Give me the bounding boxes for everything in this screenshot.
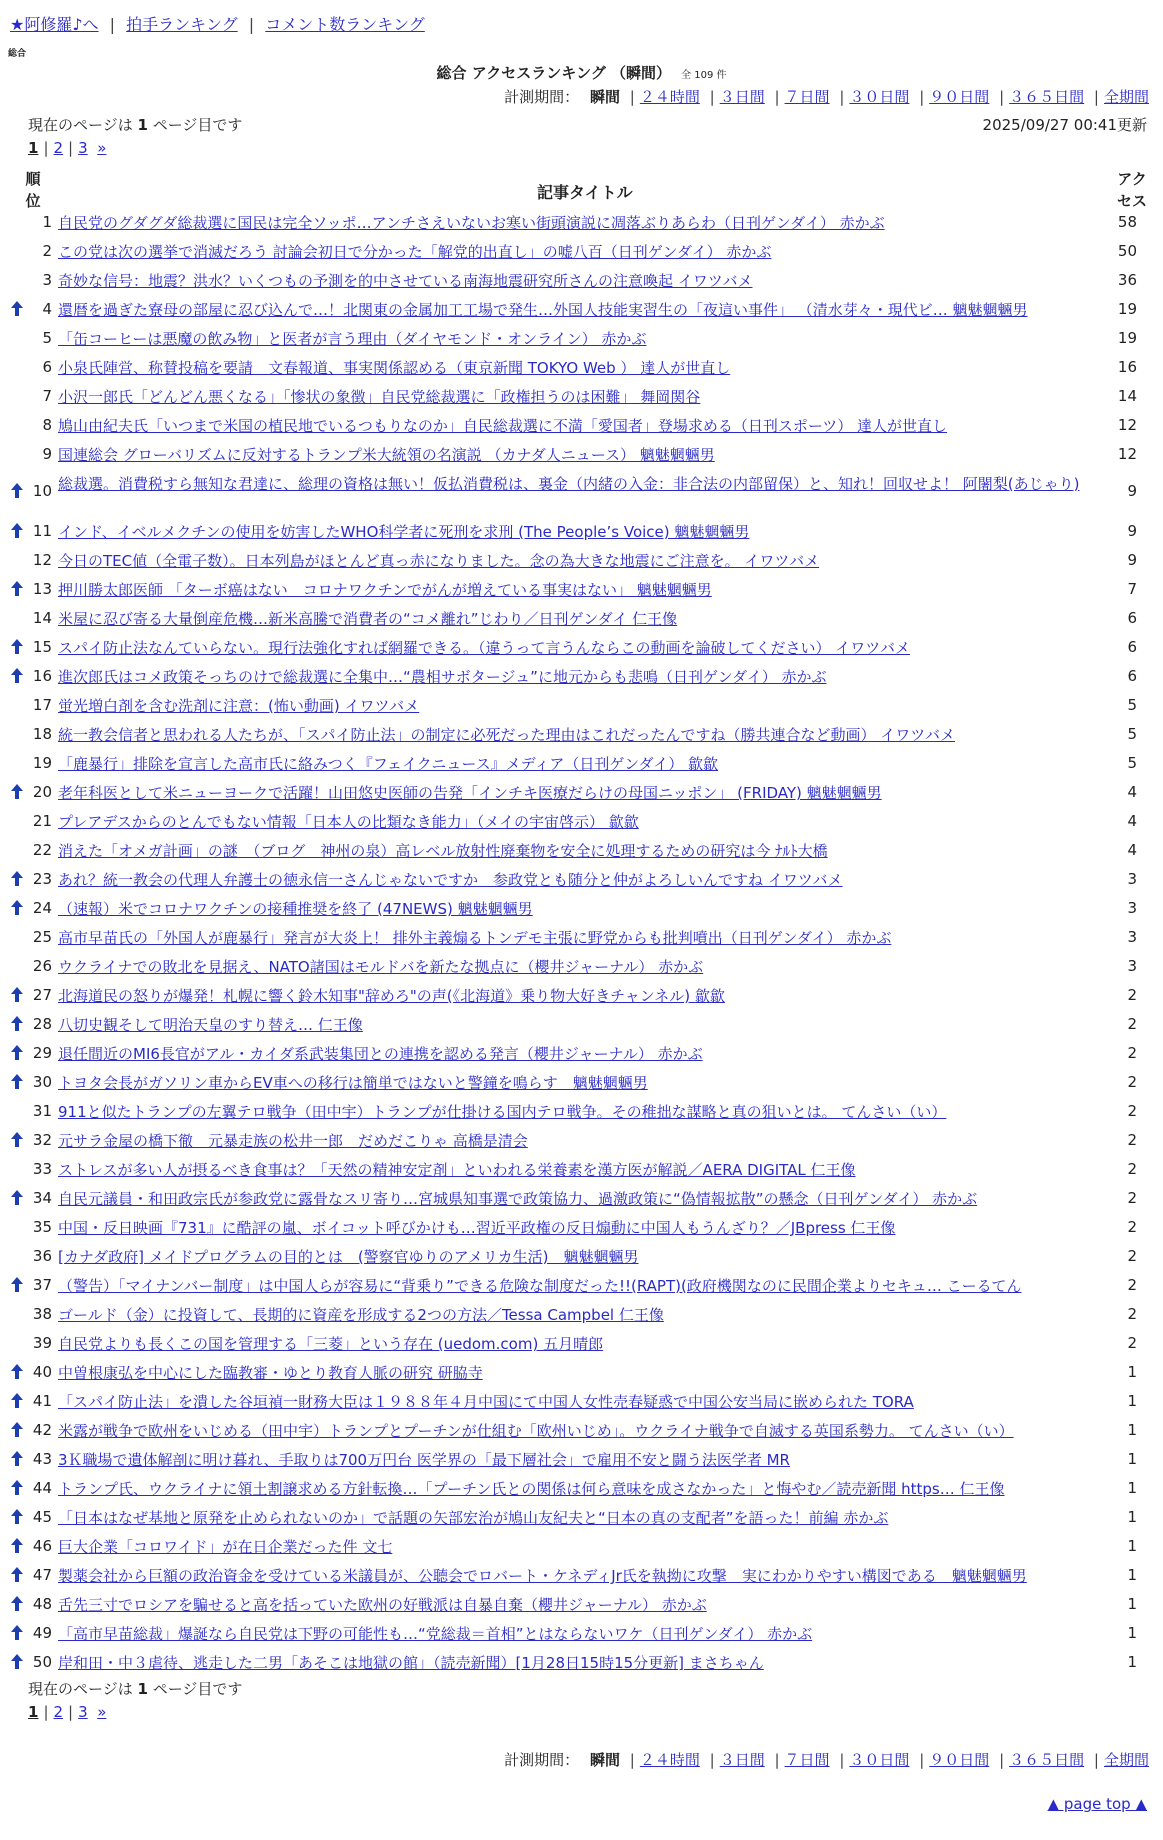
article-title-link[interactable]: 押川勝太郎医師 「ターボ癌はない コロナワクチンでがんが増えている事実はない」 魑魅魍魎男	[58, 581, 712, 599]
article-title-link[interactable]: 退任間近のMI6長官がアル・カイダ系武装集団との連携を認める発言（櫻井ジャーナル） 赤かぶ	[58, 1045, 703, 1063]
access-count: 1	[1127, 1595, 1137, 1613]
top-nav	[10, 12, 425, 35]
rank-number: 36	[32, 1247, 52, 1265]
access-count: 9	[1127, 522, 1137, 540]
ranking-row	[0, 1213, 1163, 1242]
article-title-link[interactable]: 八切史観そして明治天皇のすり替え… 仁王像	[58, 1016, 363, 1034]
rank-number: 33	[32, 1160, 52, 1178]
access-count: 5	[1127, 725, 1137, 743]
rank-number: 13	[32, 580, 52, 598]
access-count: 1	[1127, 1624, 1137, 1642]
article-title-link[interactable]: 中国・反日映画『731』に酷評の嵐、ボイコット呼びかけも…習近平政権の反日煽動に中国人もうんざり？／JBpress 仁王像	[58, 1219, 896, 1237]
period-link-24h[interactable]: ２４時間	[639, 1751, 700, 1769]
ranking-row	[0, 295, 1163, 324]
pager-separator: |	[68, 139, 74, 157]
access-count: 9	[1127, 551, 1137, 569]
article-title-link[interactable]: この党は次の選挙で消滅だろう 討論会初日で分かった「解党的出直し」の嘘八百（日刊ゲンダイ） 赤かぶ	[58, 243, 772, 261]
article-title-link[interactable]: [カナダ政府] メイドプログラムの目的とは (警察官ゆりのアメリカ生活) 魑魅魍魎男	[58, 1248, 639, 1266]
ranking-row	[0, 894, 1163, 923]
period-separator: |	[839, 1751, 845, 1769]
ranking-row	[0, 440, 1163, 469]
ranking-row	[0, 691, 1163, 720]
rank-number: 32	[32, 1131, 52, 1149]
rank-number: 50	[32, 1653, 52, 1671]
ranking-row	[0, 382, 1163, 411]
article-title-link[interactable]: 自民党のグダグダ総裁選に国民は完全ソッポ…アンチさえいないお寒い街頭演説に凋落ぶりあらわ（日刊ゲンダイ） 赤かぶ	[58, 214, 885, 232]
period-separator: |	[629, 1751, 635, 1769]
comment-ranking-link[interactable]: コメント数ランキング	[265, 15, 425, 34]
access-count: 2	[1127, 1247, 1137, 1265]
page-top-link[interactable]: ▲ page top ▲	[1047, 1795, 1147, 1813]
home-link[interactable]: ★阿修羅♪へ	[10, 15, 99, 34]
article-title-link[interactable]: ゴールド（金）に投資して、長期的に資産を形成する2つの方法／Tessa Campbel 仁王像	[58, 1306, 664, 1324]
access-count: 2	[1127, 1160, 1137, 1178]
article-title-link[interactable]: 高市早苗氏の「外国人が鹿暴行」発言が大炎上！ 排外主義煽るトンデモ主張に野党からも批判噴出（日刊ゲンダイ） 赤かぶ	[58, 929, 892, 947]
period-separator: |	[774, 1751, 780, 1769]
ranking-row	[0, 546, 1163, 575]
rank-number: 30	[32, 1073, 52, 1091]
pager-current: 1	[28, 1703, 39, 1721]
page-info-number: 1	[137, 116, 148, 134]
ranking-row	[0, 1561, 1163, 1590]
rank-number: 39	[32, 1334, 52, 1352]
access-count: 5	[1127, 696, 1137, 714]
ranking-row	[0, 1329, 1163, 1358]
pager-link-3[interactable]: 3	[78, 1703, 88, 1721]
access-count: 1	[1127, 1653, 1137, 1671]
access-count: 3	[1127, 957, 1137, 975]
page-top-link-wrap	[1048, 1795, 1147, 1813]
ranking-row	[0, 1068, 1163, 1097]
article-title-link[interactable]: 今日のTEC値（全電子数）。日本列島がほとんど真っ赤になりました。念の為大きな地震にご注意を。 イワツバメ	[58, 552, 820, 570]
access-count: 2	[1127, 1044, 1137, 1062]
ranking-row	[0, 266, 1163, 295]
rank-number: 25	[32, 928, 52, 946]
rank-number: 42	[32, 1421, 52, 1439]
rank-number: 15	[32, 638, 52, 656]
rank-number: 19	[32, 754, 52, 772]
article-title-link[interactable]: 「缶コーヒーは悪魔の飲み物」と医者が言う理由（ダイヤモンド・オンライン） 赤かぶ	[58, 330, 647, 348]
pager-top	[28, 139, 106, 157]
period-link-30d[interactable]: ３０日間	[849, 88, 910, 106]
category-label: 総合	[8, 49, 27, 59]
article-title-link[interactable]: 3Ｋ職場で遺体解剖に明け暮れ、手取りは700万円台 医学界の「最下層社会」で雇用不安と闘う法医学者 MR	[58, 1451, 790, 1469]
pager-separator: |	[43, 1703, 49, 1721]
rank-number: 17	[32, 696, 52, 714]
access-count: 6	[1127, 609, 1137, 627]
rank-number: 1	[42, 213, 52, 231]
period-link-all[interactable]: 全期間	[1103, 88, 1149, 106]
period-selector-bottom	[504, 1749, 1149, 1770]
article-title-link[interactable]: プレアデスからのとんでもない情報「日本人の比類なき能力」（メイの宇宙啓示） 歙歙	[58, 813, 639, 831]
ranking-row	[0, 662, 1163, 691]
page-info-prefix: 現在のページは	[28, 1680, 133, 1698]
period-separator: |	[999, 1751, 1005, 1769]
ranking-row	[0, 1532, 1163, 1561]
access-count: 1	[1127, 1392, 1137, 1410]
ranking-row	[0, 778, 1163, 807]
period-link-3d[interactable]: ３日間	[719, 1751, 765, 1769]
rank-number: 9	[42, 445, 52, 463]
period-link-24h[interactable]: ２４時間	[639, 88, 700, 106]
ranking-row	[0, 1097, 1163, 1126]
rank-number: 16	[32, 667, 52, 685]
access-count: 2	[1127, 1189, 1137, 1207]
article-title-link[interactable]: （速報）米でコロナワクチンの接種推奨を終了 (47NEWS) 魑魅魍魎男	[58, 900, 533, 918]
ranking-row	[0, 1503, 1163, 1532]
applause-ranking-link[interactable]: 拍手ランキング	[126, 15, 238, 34]
rank-number: 8	[42, 416, 52, 434]
period-current: 瞬間	[589, 1751, 620, 1769]
access-count: 3	[1127, 928, 1137, 946]
access-count: 2	[1127, 1015, 1137, 1033]
article-title-link[interactable]: 米屋に忍び寄る大量倒産危機…新米高騰で消費者の“コメ離れ”じわり／日刊ゲンダイ 仁王像	[58, 610, 678, 628]
ranking-row	[0, 517, 1163, 546]
period-separator: |	[999, 88, 1005, 106]
access-count: 36	[1117, 271, 1137, 289]
ranking-row	[0, 1010, 1163, 1039]
period-link-3d[interactable]: ３日間	[719, 88, 765, 106]
access-count: 4	[1127, 841, 1137, 859]
access-count: 6	[1127, 667, 1137, 685]
period-separator: |	[629, 88, 635, 106]
article-title-link[interactable]: 小沢一郎氏「どんどん悪くなる」「惨状の象徴」自民党総裁選に「政権担うのは困難」 舞岡関谷	[58, 388, 701, 406]
period-current: 瞬間	[589, 88, 620, 106]
article-title-link[interactable]: （警告）「マイナンバー制度」は中国人らが容易に“背乗り”できる危険な制度だった!!(RAPT)(政府機関なのに民間企業よりセキュ… こーるてん	[58, 1277, 1022, 1295]
ranking-row	[0, 1445, 1163, 1474]
pager-link-3[interactable]: 3	[78, 139, 88, 157]
ranking-row	[0, 836, 1163, 865]
ranking-row	[0, 1590, 1163, 1619]
period-label: 計測期間：	[504, 1751, 580, 1769]
access-count: 50	[1117, 242, 1137, 260]
access-count: 1	[1127, 1537, 1137, 1555]
period-link-30d[interactable]: ３０日間	[849, 1751, 910, 1769]
article-title-link[interactable]: 元サラ金屋の橋下徹 元暴走族の松井一郎 だめだこりゃ 高橋是清会	[58, 1132, 528, 1150]
ranking-row	[0, 1126, 1163, 1155]
ranking-row	[0, 1242, 1163, 1271]
article-title-link[interactable]: 蛍光増白剤を含む洗剤に注意：(怖い動画) イワツバメ	[58, 697, 420, 715]
pager-link-2[interactable]: 2	[53, 139, 64, 157]
pager-link-2[interactable]: 2	[53, 1703, 64, 1721]
rank-number: 35	[32, 1218, 52, 1236]
period-link-365d[interactable]: ３６５日間	[1009, 1751, 1085, 1769]
column-header-access: アクセス	[1116, 170, 1147, 210]
ranking-row	[0, 1358, 1163, 1387]
article-title-link[interactable]: 岸和田・中３虐待、逃走した二男「あそこは地獄の館」（読売新聞）[1月28日15時15分更新] まさちゃん	[58, 1654, 764, 1672]
period-separator: |	[919, 1751, 925, 1769]
ranking-row	[0, 1619, 1163, 1648]
rank-number: 48	[32, 1595, 52, 1613]
article-title-link[interactable]: 消えた「オメガ計画」の謎 （ブログ 神州の泉）高レベル放射性廃棄物を安全に処理するための研究は今 ﾅﾙﾄ大橋	[58, 842, 828, 860]
rank-number: 28	[32, 1015, 52, 1033]
page-title-text: 総合 アクセスランキング （瞬間）	[436, 64, 672, 82]
access-count: 12	[1117, 416, 1137, 434]
access-count: 1	[1127, 1421, 1137, 1439]
rank-number: 45	[32, 1508, 52, 1526]
page-title	[0, 62, 1163, 83]
rank-number: 31	[32, 1102, 52, 1120]
ranking-row	[0, 1184, 1163, 1213]
ranking-row	[0, 1039, 1163, 1068]
pager-next[interactable]: »	[97, 1703, 107, 1721]
pager-separator: |	[68, 1703, 74, 1721]
rank-number: 3	[42, 271, 52, 289]
article-title-link[interactable]: 老年科医として米ニューヨークで活躍！山田悠史医師の告発「インチキ医療だらけの母国ニッポン」 (FRIDAY) 魑魅魍魎男	[58, 784, 882, 802]
article-title-link[interactable]: 鳩山由紀夫氏「いつまで米国の植民地でいるつもりなのか」自民総裁選に不満「愛国者」登場求める（日刊スポーツ） 達人が世直し	[58, 417, 948, 435]
rank-number: 20	[32, 783, 52, 801]
rank-number: 47	[32, 1566, 52, 1584]
article-title-link[interactable]: 「高市早苗総裁」爆誕なら自民党は下野の可能性も…“党総裁＝首相”とはならないワケ（日刊ゲンダイ） 赤かぶ	[58, 1625, 813, 1643]
period-link-all[interactable]: 全期間	[1103, 1751, 1149, 1769]
ranking-row	[0, 237, 1163, 266]
rank-number: 37	[32, 1276, 52, 1294]
article-title-link[interactable]: トヨタ会長がガソリン車からEV車への移行は簡単ではないと警鐘を鳴らす 魑魅魍魎男	[58, 1074, 648, 1092]
period-separator: |	[1093, 88, 1099, 106]
ranking-row	[0, 952, 1163, 981]
access-count: 4	[1127, 783, 1137, 801]
ranking-row	[0, 981, 1163, 1010]
ranking-row	[0, 469, 1163, 517]
ranking-row	[0, 1474, 1163, 1503]
ranking-row	[0, 633, 1163, 662]
access-count: 2	[1127, 986, 1137, 1004]
rank-number: 2	[42, 242, 52, 260]
page-info-number: 1	[137, 1680, 148, 1698]
rank-number: 6	[42, 358, 52, 376]
period-link-365d[interactable]: ３６５日間	[1009, 88, 1085, 106]
article-title-link[interactable]: 「日本はなぜ基地と原発を止められないのか」で話題の矢部宏治が鳩山友紀夫と“日本の真の支配者”を語った！前編 赤かぶ	[58, 1509, 889, 1527]
access-count: 2	[1127, 1305, 1137, 1323]
access-count: 2	[1127, 1131, 1137, 1149]
period-selector-top	[504, 86, 1149, 107]
column-header-title: 記事タイトル	[537, 183, 633, 202]
ranking-row	[0, 208, 1163, 237]
rank-number: 10	[32, 482, 52, 500]
ranking-row	[0, 749, 1163, 778]
page-info-bottom	[28, 1678, 242, 1699]
article-title-link[interactable]: 米露が戦争で欧州をいじめる（田中宇）トランプとプーチンが仕組む「欧州いじめ」。ウクライナ戦争で自滅する英国系勢力。 てんさい（い）	[58, 1422, 1014, 1440]
page-info-suffix: ページ目です	[152, 116, 243, 134]
article-title-link[interactable]: スパイ防止法なんていらない。現行法強化すれば網羅できる。（違うって言うんならこの動画を論破してください） イワツバメ	[58, 639, 910, 657]
article-title-link[interactable]: 進次郎氏はコメ政策そっちのけで総裁選に全集中…“農相サボタージュ”に地元からも悲鳴（日刊ゲンダイ） 赤かぶ	[58, 668, 827, 686]
period-link-90d[interactable]: ９０日間	[929, 88, 990, 106]
rank-number: 22	[32, 841, 52, 859]
article-title-link[interactable]: 「スパイ防止法」を潰した谷垣禎一財務大臣は１９８８年４月中国にて中国人女性売春疑惑で中国公安当局に嵌められた TORA	[58, 1393, 914, 1411]
rank-number: 12	[32, 551, 52, 569]
ranking-row	[0, 865, 1163, 894]
period-label: 計測期間：	[504, 88, 580, 106]
pager-bottom	[28, 1703, 106, 1721]
ranking-row	[0, 1648, 1163, 1677]
ranking-row	[0, 1416, 1163, 1445]
rank-number: 18	[32, 725, 52, 743]
access-count: 6	[1127, 638, 1137, 656]
rank-number: 43	[32, 1450, 52, 1468]
article-title-link[interactable]: 奇妙な信号：地震？洪水？いくつもの予測を的中させている南海地震研究所さんの注意喚起 イワツバメ	[58, 272, 753, 290]
access-count: 7	[1127, 580, 1137, 598]
access-count: 1	[1127, 1566, 1137, 1584]
access-count: 16	[1117, 358, 1137, 376]
rank-number: 41	[32, 1392, 52, 1410]
period-link-90d[interactable]: ９０日間	[929, 1751, 990, 1769]
total-count: 全 109 件	[681, 70, 727, 81]
ranking-row	[0, 1271, 1163, 1300]
period-separator: |	[1093, 1751, 1099, 1769]
article-title-link[interactable]: 中曽根康弘を中心にした臨教審・ゆとり教育人脈の研究 研脇寺	[58, 1364, 483, 1382]
rank-number: 49	[32, 1624, 52, 1642]
article-title-link[interactable]: 自民元議員・和田政宗氏が参政党に露骨なスリ寄り…宮城県知事選で政策協力、過激政策に“偽情報拡散”の懸念（日刊ゲンダイ） 赤かぶ	[58, 1190, 978, 1208]
column-header-rank: 順位	[25, 170, 41, 210]
ranking-row	[0, 353, 1163, 382]
rank-number: 29	[32, 1044, 52, 1062]
access-count: 12	[1117, 445, 1137, 463]
access-count: 3	[1127, 870, 1137, 888]
rank-number: 46	[32, 1537, 52, 1555]
access-count: 2	[1127, 1334, 1137, 1352]
rank-number: 34	[32, 1189, 52, 1207]
rank-number: 44	[32, 1479, 52, 1497]
access-count: 1	[1127, 1479, 1137, 1497]
article-title-link[interactable]: 北海道民の怒りが爆発！札幌に響く鈴木知事"辞めろ"の声(《北海道》乗り物大好きチャンネル) 歙歙	[58, 987, 725, 1005]
article-title-link[interactable]: 「鹿暴行」排除を宣言した高市氏に絡みつく『フェイクニュース』メディア（日刊ゲンダイ） 歙歙	[58, 755, 718, 773]
updated-timestamp: 2025/09/27 00:41更新	[982, 116, 1147, 134]
access-count: 9	[1127, 482, 1137, 500]
access-count: 58	[1117, 213, 1137, 231]
period-link-7d[interactable]: ７日間	[784, 1751, 830, 1769]
nav-separator: |	[109, 15, 116, 34]
period-separator: |	[919, 88, 925, 106]
access-count: 14	[1117, 387, 1137, 405]
article-title-link[interactable]: 製薬会社から巨額の政治資金を受けている米議員が、公聴会でロバート・ケネディJr氏を執拗に攻撃 実にわかりやすい構図である 魑魅魍魎男	[58, 1567, 1027, 1585]
article-title-link[interactable]: 還暦を過ぎた寮母の部屋に忍び込んで…！北関東の金属加工工場で発生…外国人技能実習生の「夜這い事件」 （清水芽々・現代ビ… 魑魅魍魎男	[58, 301, 1028, 319]
article-title-link[interactable]: 舌先三寸でロシアを騙せると高を括っていた欧州の好戦派は自暴自棄（櫻井ジャーナル） 赤かぶ	[58, 1596, 707, 1614]
access-count: 1	[1127, 1450, 1137, 1468]
article-title-link[interactable]: 巨大企業「コロワイド」が在日企業だった件 文七	[58, 1538, 393, 1556]
rank-number: 4	[42, 300, 52, 318]
rank-number: 14	[32, 609, 52, 627]
access-count: 1	[1127, 1363, 1137, 1381]
period-link-7d[interactable]: ７日間	[784, 88, 830, 106]
access-count: 3	[1127, 899, 1137, 917]
article-title-link[interactable]: 統一教会信者と思われる人たちが、「スパイ防止法」の制定に必死だった理由はこれだったんですね（勝共連合など動画） イワツバメ	[58, 726, 955, 744]
pager-next[interactable]: »	[97, 139, 107, 157]
article-title-link[interactable]: 小泉氏陣営、称賛投稿を要請 文春報道、事実関係認める（東京新聞 TOKYO Web ） 達人が世直し	[58, 359, 731, 377]
period-separator: |	[709, 88, 715, 106]
access-count: 4	[1127, 812, 1137, 830]
access-count: 19	[1117, 300, 1137, 318]
ranking-row	[0, 923, 1163, 952]
article-title-link[interactable]: トランプ氏、ウクライナに領土割譲求める方針転換…「プーチン氏との関係は何ら意味を成さなかった」と悔やむ／読売新聞 https… 仁王像	[58, 1480, 1005, 1498]
rank-number: 21	[32, 812, 52, 830]
nav-separator: |	[248, 15, 255, 34]
article-title-link[interactable]: 国連総会 グローバリズムに反対するトランプ米大統領の名演説 （カナダ人ニュース） 魑魅魍魎男	[58, 446, 715, 464]
rank-number: 27	[32, 986, 52, 1004]
rank-number: 23	[32, 870, 52, 888]
page-info-prefix: 現在のページは	[28, 116, 133, 134]
access-count: 2	[1127, 1276, 1137, 1294]
ranking-row	[0, 411, 1163, 440]
ranking-row	[0, 604, 1163, 633]
rank-number: 24	[32, 899, 52, 917]
period-separator: |	[709, 1751, 715, 1769]
rank-number: 11	[32, 522, 52, 540]
article-title-link[interactable]: 911と似たトランプの左翼テロ戦争（田中宇）トランプが仕掛ける国内テロ戦争。その稚拙な謀略と真の狙いとは。 てんさい（い）	[58, 1103, 947, 1121]
page-info-top	[28, 114, 242, 135]
rank-number: 5	[42, 329, 52, 347]
article-title-link[interactable]: 総裁選。消費税すら無知な君達に、総理の資格は無い！仮払消費税は、裏金（内緒の入金：非合法の内部留保）と、知れ！回収せよ！ 阿闍梨(あじゃり)	[58, 475, 1080, 493]
page-info-suffix: ページ目です	[152, 1680, 243, 1698]
rank-number: 7	[42, 387, 52, 405]
access-count: 2	[1127, 1073, 1137, 1091]
access-count: 2	[1127, 1218, 1137, 1236]
access-count: 5	[1127, 754, 1137, 772]
article-title-link[interactable]: あれ？統一教会の代理人弁護士の徳永信一さんじゃないですか 参政党とも随分と仲がよろしいんですね イワツバメ	[58, 871, 843, 889]
access-count: 2	[1127, 1102, 1137, 1120]
pager-separator: |	[43, 139, 49, 157]
ranking-row	[0, 1155, 1163, 1184]
rank-number: 40	[32, 1363, 52, 1381]
ranking-row	[0, 720, 1163, 749]
ranking-row	[0, 324, 1163, 353]
access-count: 1	[1127, 1508, 1137, 1526]
ranking-row	[0, 1300, 1163, 1329]
ranking-row	[0, 575, 1163, 604]
period-separator: |	[774, 88, 780, 106]
pager-current: 1	[28, 139, 39, 157]
rank-number: 38	[32, 1305, 52, 1323]
article-title-link[interactable]: ストレスが多い人が摂るべき食事は？「天然の精神安定剤」といわれる栄養素を漢方医が解説／AERA DIGITAL 仁王像	[58, 1161, 856, 1179]
article-title-link[interactable]: 自民党よりも長くこの国を管理する「三菱」という存在 (uedom.com) 五月晴郎	[58, 1335, 604, 1353]
ranking-row	[0, 807, 1163, 836]
article-title-link[interactable]: インド、イベルメクチンの使用を妨害したWHO科学者に死刑を求刑 (The People’s Voice) 魑魅魍魎男	[58, 523, 750, 541]
article-title-link[interactable]: ウクライナでの敗北を見据え、NATO諸国はモルドバを新たな拠点に（櫻井ジャーナル） 赤かぶ	[58, 958, 704, 976]
rank-number: 26	[32, 957, 52, 975]
access-count: 19	[1117, 329, 1137, 347]
period-separator: |	[839, 88, 845, 106]
ranking-row	[0, 1387, 1163, 1416]
